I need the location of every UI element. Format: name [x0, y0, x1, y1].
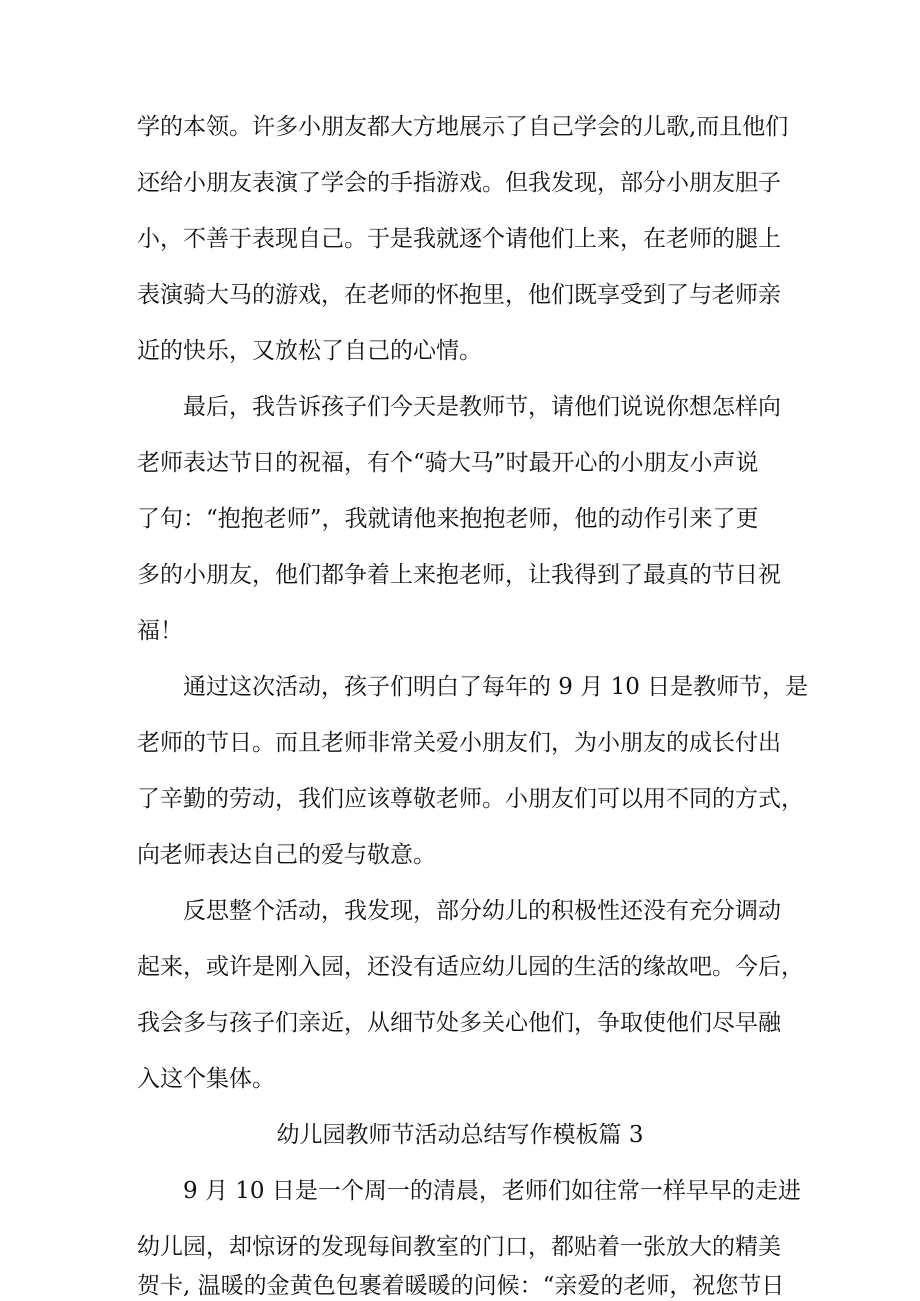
- paragraph-4-line-2: 起来，或许是刚入园，还没有适应幼儿园的生活的缘故吧。今后，: [137, 954, 804, 980]
- paragraph-2-line-2: 老师表达节日的祝福，有个“骑大马”时最开心的小朋友小声说: [137, 450, 759, 476]
- paragraph-3-line-3: 了辛勤的劳动，我们应该尊敬老师。小朋友们可以用不同的方式，: [137, 786, 804, 812]
- paragraph-5-line-3: 贺卡, 温暖的金黄色包裹着暖暖的问候：“亲爱的老师，祝您节日: [137, 1273, 785, 1299]
- paragraph-3-line-1: 通过这次活动，孩子们明白了每年的 9 月 10 日是教师节，是: [183, 674, 809, 700]
- paragraph-2-line-1: 最后，我告诉孩子们今天是教师节，请他们说说你想怎样向: [183, 394, 781, 420]
- paragraph-1-line-1: 学的本领。许多小朋友都大方地展示了自己学会的儿歌,而且他们: [137, 114, 789, 140]
- paragraph-5-line-1: 9 月 10 日是一个周一的清晨，老师们如往常一样早早的走进: [183, 1178, 801, 1204]
- section-title: 幼儿园教师节活动总结写作模板篇 3: [276, 1122, 644, 1148]
- paragraph-1-line-5: 近的快乐，又放松了自己的心情。: [137, 338, 482, 364]
- paragraph-1-line-4: 表演骑大马的游戏，在老师的怀抱里，他们既享受到了与老师亲: [137, 282, 781, 308]
- paragraph-1-line-2: 还给小朋友表演了学会的手指游戏。但我发现，部分小朋友胆子: [137, 170, 781, 196]
- paragraph-2-line-3: 了句：“抱抱老师”，我就请他来抱抱老师，他的动作引来了更: [137, 506, 759, 532]
- paragraph-3-line-4: 向老师表达自己的爱与敬意。: [137, 842, 436, 868]
- paragraph-4-line-3: 我会多与孩子们亲近，从细节处多关心他们，争取使他们尽早融: [137, 1010, 781, 1036]
- paragraph-4-line-4: 入这个集体。: [137, 1066, 275, 1092]
- paragraph-3-line-2: 老师的节日。而且老师非常关爱小朋友们，为小朋友的成长付出: [137, 730, 781, 756]
- paragraph-4-line-1: 反思整个活动，我发现，部分幼儿的积极性还没有充分调动: [183, 898, 781, 924]
- paragraph-2-line-5: 福！: [137, 618, 183, 644]
- paragraph-5-line-2: 幼儿园，却惊讶的发现每间教室的门口，都贴着一张放大的精美: [137, 1234, 781, 1260]
- paragraph-2-line-4: 多的小朋友，他们都争着上来抱老师，让我得到了最真的节日祝: [137, 562, 781, 588]
- paragraph-1-line-3: 小，不善于表现自己。于是我就逐个请他们上来，在老师的腿上: [137, 226, 781, 252]
